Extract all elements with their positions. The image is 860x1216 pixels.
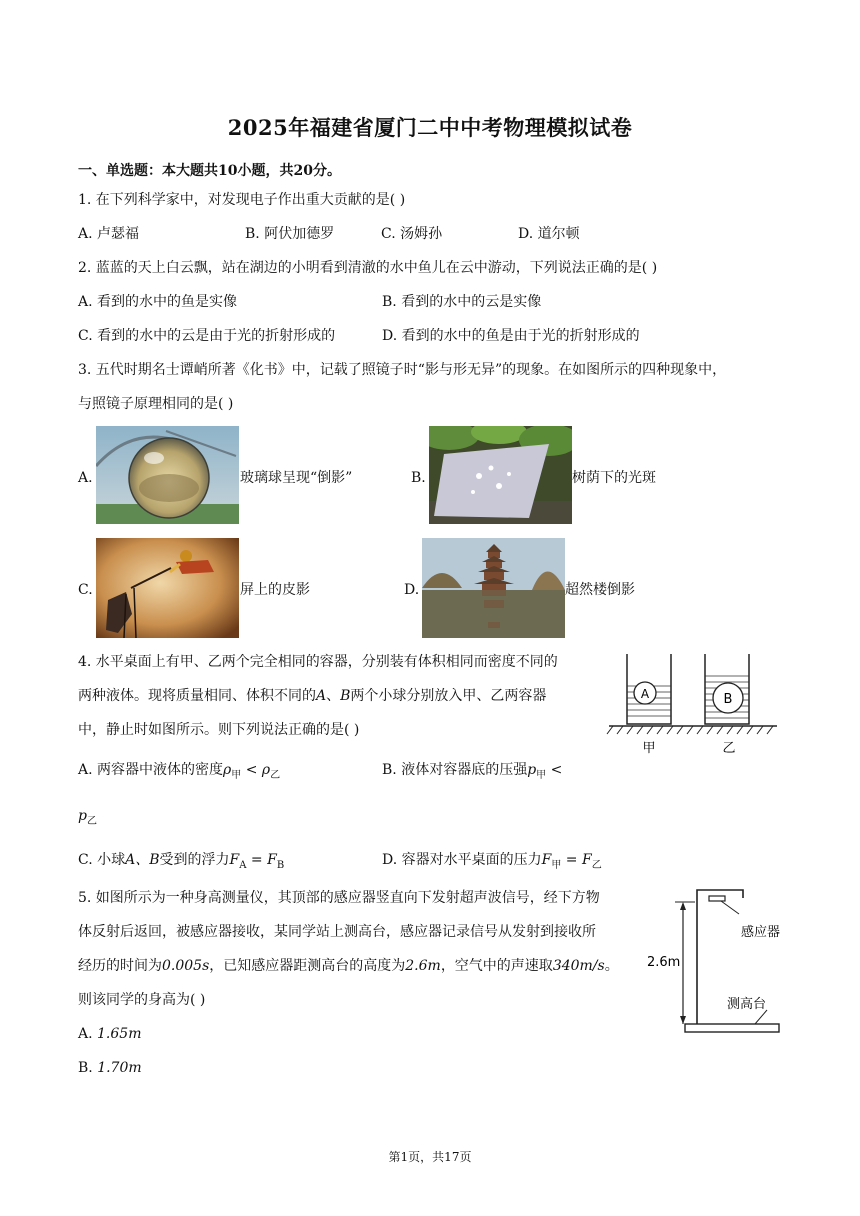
q3-option-a-caption: 玻璃球呈现“倒影” xyxy=(240,470,353,486)
glass-ball-photo xyxy=(96,426,239,524)
q3-option-d-letter: D. xyxy=(404,582,420,598)
sensor-box xyxy=(709,896,725,901)
platform-label: 测高台 xyxy=(727,997,767,1012)
ball-a-label: A xyxy=(640,687,650,701)
q4-option-b-cont: $p_乙$ xyxy=(78,808,97,827)
height-label: 2.6m xyxy=(647,955,681,970)
platform xyxy=(685,1024,779,1032)
q4-stem-line3: 中，静止时如图所示。则下列说法正确的是( ) xyxy=(78,722,360,738)
pagoda-reflection-photo xyxy=(422,538,565,638)
q3-stem-line2: 与照镜子原理相同的是( ) xyxy=(78,396,234,412)
height-meter-figure xyxy=(645,884,785,1036)
light-spots-photo xyxy=(429,426,572,524)
section-heading: 一、单选题：本大题共10小题，共20分。 xyxy=(78,163,341,179)
q1-option-b: B. 阿伏加德罗 xyxy=(245,226,335,242)
q5-stem-line1: 5. 如图所示为一种身高测量仪，其顶部的感应器竖直向下发射超声波信号，经下方物 xyxy=(78,890,600,906)
q3-option-b-caption: 树荫下的光斑 xyxy=(572,470,656,486)
q2-option-b: B. 看到的水中的云是实像 xyxy=(382,294,542,310)
q3-option-c-caption: 屏上的皮影 xyxy=(240,582,310,598)
container-jia xyxy=(627,654,671,724)
q1-option-c: C. 汤姆孙 xyxy=(381,226,443,242)
ball-b-label: B xyxy=(723,692,733,707)
q3-option-d-caption: 超然楼倒影 xyxy=(565,582,635,598)
q4-option-a: A. 两容器中液体的密度$\rho_甲 < \rho_乙$ xyxy=(78,762,281,781)
q4-option-b: B. 液体对容器底的压强$p_甲$ < xyxy=(382,762,563,781)
q5-stem-line3: 经历的时间为0.005s，已知感应器距测高台的高度为2.6m，空气中的声速取340m/s。 xyxy=(78,958,619,974)
q1-stem: 1. 在下列科学家中，对发现电子作出重大贡献的是( ) xyxy=(78,192,406,208)
q4-stem-line1: 4. 水平桌面上有甲、乙两个完全相同的容器，分别装有体积相同而密度不同的 xyxy=(78,654,558,670)
shadow-puppet-photo xyxy=(96,538,239,638)
q3-option-c-letter: C. xyxy=(78,582,93,598)
containers-figure xyxy=(605,650,785,760)
container-yi xyxy=(705,654,749,724)
label-yi: 乙 xyxy=(722,741,736,756)
sensor-label: 感应器 xyxy=(741,925,781,940)
q4-option-c: C. 小球A、B受到的浮力$F_A = F_B$ xyxy=(78,852,285,871)
q1-option-d: D. 道尔顿 xyxy=(518,226,580,242)
q3-option-b-letter: B. xyxy=(411,470,426,486)
q1-option-a: A. 卢瑟福 xyxy=(78,226,140,242)
q5-stem-line4: 则该同学的身高为( ) xyxy=(78,992,206,1008)
paper-title: 2025年福建省厦门二中中考物理模拟试卷 xyxy=(227,115,633,140)
q5-option-a: A. 1.65m xyxy=(78,1026,142,1042)
q4-stem-line2: 两种液体。现将质量相同、体积不同的A、B两个小球分别放入甲、乙两容器 xyxy=(78,688,547,704)
q4-option-d: D. 容器对水平桌面的压力$F_甲 = F_乙$ xyxy=(382,852,602,871)
q2-option-a: A. 看到的水中的鱼是实像 xyxy=(78,294,238,310)
q5-stem-line2: 体反射后返回，被感应器接收，某同学站上测高台，感应器记录信号从发射到接收所 xyxy=(78,924,596,940)
q3-option-a-letter: A. xyxy=(78,470,93,486)
q2-stem: 2. 蓝蓝的天上白云飘，站在湖边的小明看到清澈的水中鱼儿在云中游动，下列说法正确的是( ) xyxy=(78,260,658,276)
q2-option-d: D. 看到的水中的鱼是由于光的折射形成的 xyxy=(382,328,640,344)
q3-stem-line1: 3. 五代时期名士谭峭所著《化书》中，记载了照镜子时“影与形无异”的现象。在如图所示的四种现象中， xyxy=(78,362,727,378)
page-footer: 第1页，共17页 xyxy=(388,1150,472,1164)
q2-option-c: C. 看到的水中的云是由于光的折射形成的 xyxy=(78,328,336,344)
label-jia: 甲 xyxy=(642,741,656,756)
q5-option-b: B. 1.70m xyxy=(78,1060,142,1076)
